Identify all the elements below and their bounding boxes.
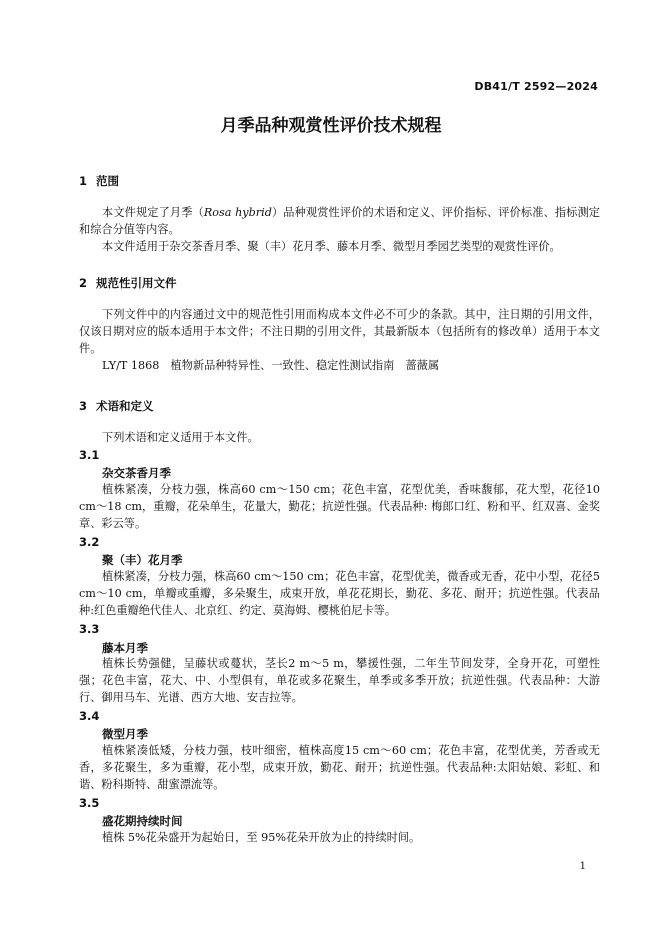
term-number: 3.1 [79, 448, 100, 462]
scope-paragraph-2: 本文件适用于杂交茶香月季、聚（丰）花月季、藤本月季、微型月季园艺类型的观赏性评价。 [102, 240, 561, 253]
term-name: 盛花期持续时间 [102, 814, 183, 828]
term-name: 杂交茶香月季 [102, 466, 171, 480]
term-number: 3.3 [79, 622, 100, 636]
term-definition: 植株紧凑，分枝力强，株高60 cm～150 cm；花色丰富，花型优美，微香或无香，花中小型，花径5 cm～10 cm，单瓣或重瓣，多朵聚生，成束开放，单花花期长，勤花、多花、耐开；抗逆性强。代表品种:红色重瓣绝代佳人、北京红、约定、莫海姆、樱桃伯尼卡等。 [79, 570, 600, 617]
document-title: 月季品种观赏性评价技术规程 [220, 116, 442, 136]
section-title: 范围 [96, 174, 119, 188]
standard-code: DB41/T 2592—2024 [474, 80, 598, 93]
term-definition: 植株紧凑，分枝力强，株高60 cm～150 cm；花色丰富，花型优美，香味馥郁，花大型，花径10 cm～18 cm，重瓣，花朵单生，花量大，勤花；抗逆性强。代表品种: 梅郎口红、粉和平、红双喜、金奖章、彩云等。 [79, 483, 600, 530]
term-name: 微型月季 [102, 727, 148, 741]
terms-intro: 下列术语和定义适用于本文件。 [102, 431, 259, 444]
section-number: 2 [79, 276, 88, 290]
section-heading-2 [79, 275, 177, 291]
section-number: 3 [79, 399, 88, 413]
normative-reference: LY/T 1868 植物新品种特异性、一致性、稳定性测试指南 蔷薇属 [102, 359, 440, 372]
term-number: 3.4 [79, 709, 100, 723]
term-number: 3.5 [79, 796, 100, 810]
term-definition: 植株紧凑低矮，分枝力强，枝叶细密，植株高度15 cm～60 cm；花色丰富，花型优美，芳香或无香，多花聚生，多为重瓣，花小型，成束开放，勤花、耐开；抗逆性强。代表品种:太阳姑娘、彩虹、和谐、粉科斯特、甜蜜漂流等。 [79, 744, 600, 791]
section-heading-1 [79, 173, 119, 189]
text-segment: 本文件规定了月季（ [102, 206, 204, 219]
term-name: 藤本月季 [102, 641, 148, 655]
term-definition: 植株 5%花朵盛开为起始日，至 95%花朵开放为止的持续时间。 [102, 831, 421, 844]
term-number: 3.2 [79, 535, 100, 549]
term-definition: 植株长势强健，呈藤状或蔓状，茎长2 m～5 m，攀援性强，二年生节间发芽，全身开花，可塑性强；花色丰富，花大、中、小型俱有，单花或多花聚生，单季或多季开放；抗逆性强。代表品种：大游行、御用马车、光谱、西方大地、安吉拉等。 [79, 657, 600, 704]
latin-name: Rosa hybrid [203, 206, 272, 219]
section-number: 1 [79, 174, 88, 188]
normative-paragraph-1: 下列文件中的内容通过文中的规范性引用而构成本文件必不可少的条款。其中，注日期的引用文件，仅该日期对应的版本适用于本文件；不注日期的引用文件，其最新版本（包括所有的修改单）适用于本文件。 [79, 308, 600, 355]
section-heading-3 [79, 398, 154, 414]
section-title: 术语和定义 [96, 399, 154, 413]
text-segment: ）品种观赏性评价的术语和定义、评价指标、评价标准、指标测定和综合分值等内容。 [79, 206, 600, 236]
term-name: 聚（丰）花月季 [102, 553, 183, 567]
page-number: 1 [579, 861, 586, 872]
scope-paragraph-1 [79, 205, 600, 239]
section-title: 规范性引用文件 [96, 276, 177, 290]
